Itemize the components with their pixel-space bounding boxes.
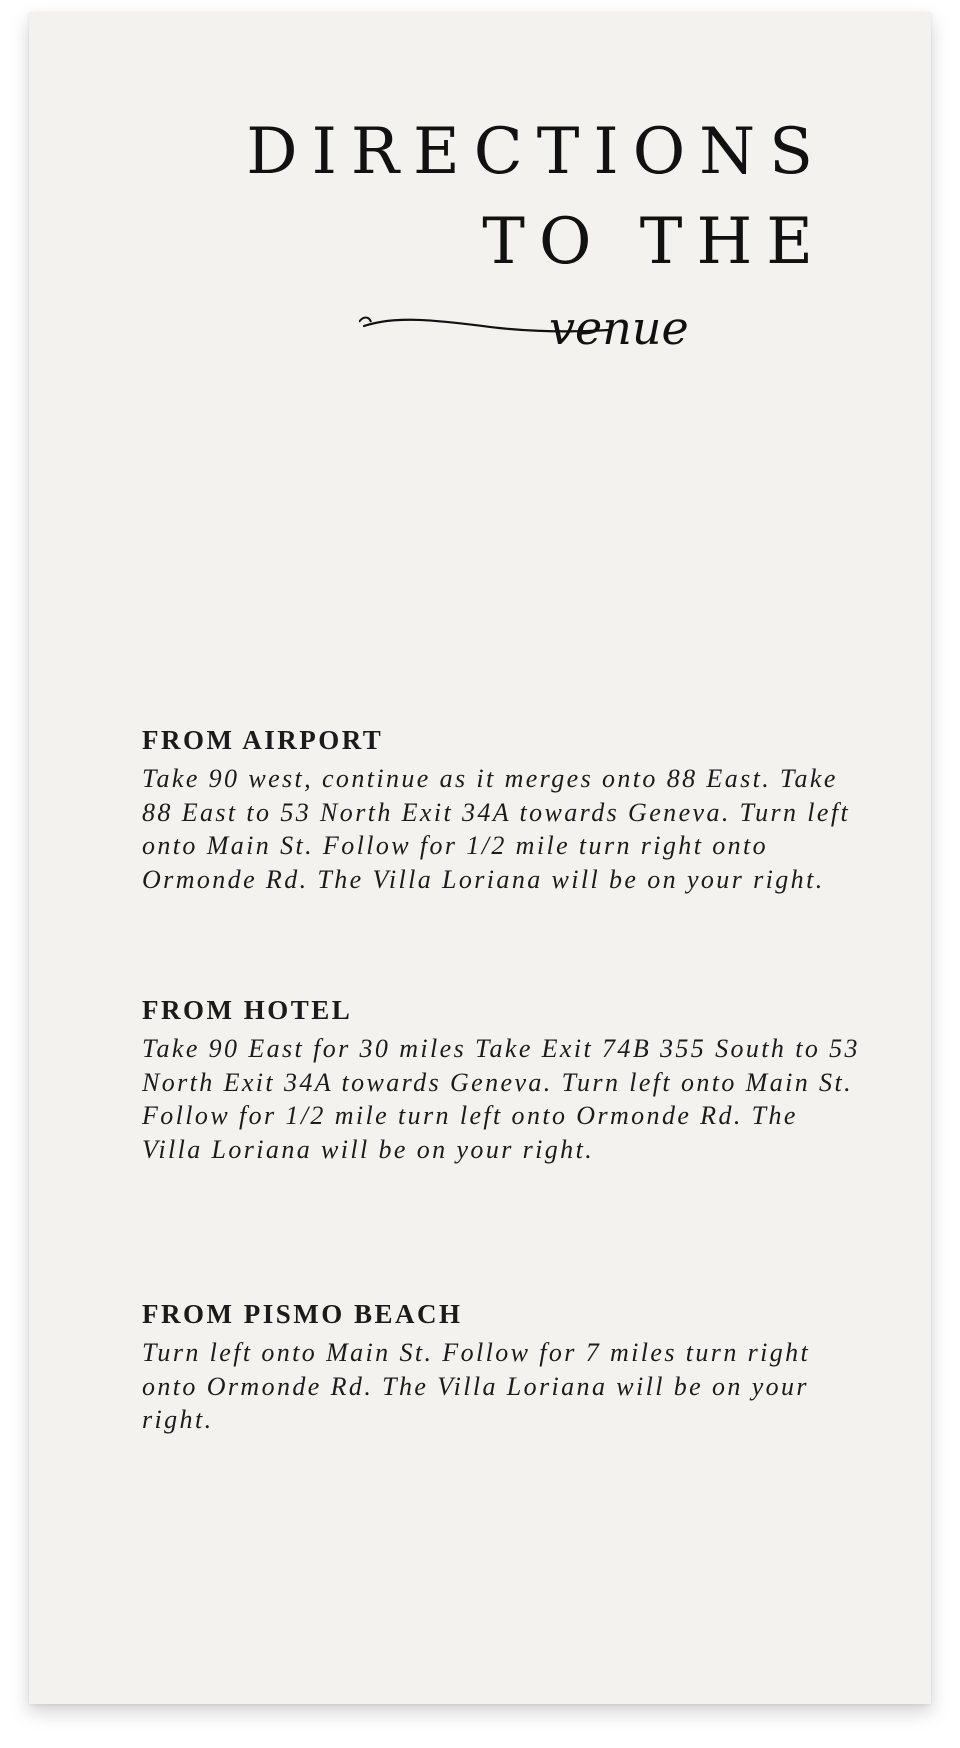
section-from-hotel xyxy=(142,994,862,1166)
section-heading-airport: FROM AIRPORT xyxy=(142,725,384,755)
section-body-hotel: Take 90 East for 30 miles Take Exit 74B 355 South to 53 North Exit 34A towards Geneva. Turn left onto Main St. Follow for 1/2 mile turn left onto Ormonde Rd. The Villa Loriana will be on your right. xyxy=(142,1034,860,1164)
section-heading-pismo-beach: FROM PISMO BEACH xyxy=(142,1299,463,1329)
section-body-pismo-beach: Turn left onto Main St. Follow for 7 miles turn right onto Ormonde Rd. The Villa Loriana will be on your right. xyxy=(142,1338,811,1435)
section-heading-hotel: FROM HOTEL xyxy=(142,995,353,1025)
directions-card xyxy=(29,12,931,1704)
title-line-to-the: TO THE xyxy=(482,205,827,279)
script-word-venue: venue xyxy=(549,301,689,355)
section-from-pismo-beach xyxy=(142,1298,862,1437)
script-venue-flourish xyxy=(359,292,859,382)
section-from-airport xyxy=(142,724,862,896)
section-body-airport: Take 90 west, continue as it merges onto 88 East. Take 88 East to 53 North Exit 34A towards Geneva. Turn left onto Main St. Follow for 1/2 mile turn right onto Ormonde Rd. The Villa Loriana will be on your right. xyxy=(142,764,851,894)
title-line-directions: DIRECTIONS xyxy=(246,115,827,189)
flourish-swash-tail xyxy=(359,318,371,323)
